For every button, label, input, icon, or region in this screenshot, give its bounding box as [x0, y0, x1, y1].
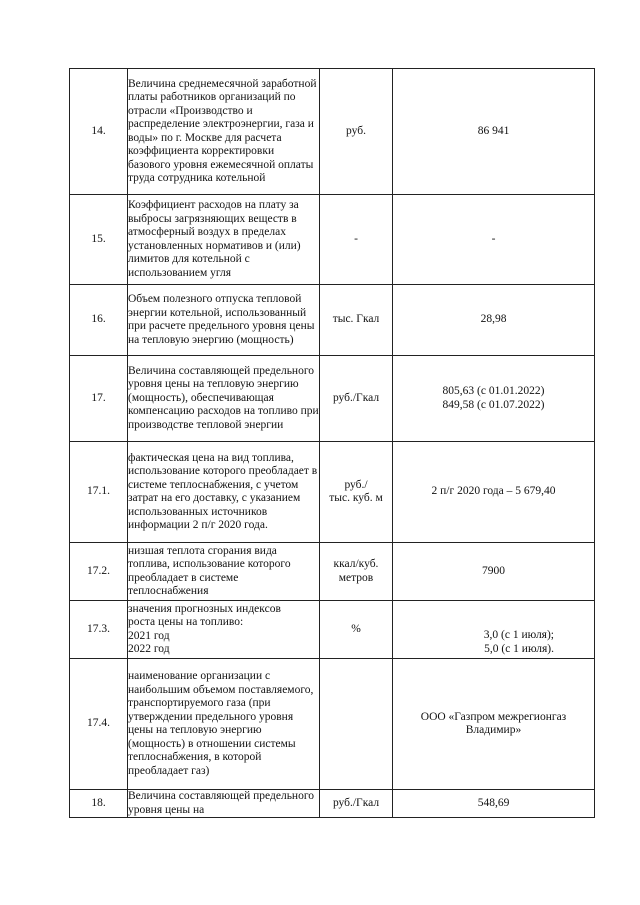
- unit-line: метров: [338, 571, 374, 584]
- row-value: [393, 601, 595, 659]
- row-unit: %: [320, 601, 393, 659]
- unit-line: ккал/куб.: [333, 558, 379, 570]
- row-unit: [320, 442, 393, 543]
- value-line: 3,0 (с 1 июля);: [483, 629, 554, 641]
- row-number: 14.: [70, 69, 128, 195]
- table-row: [70, 442, 595, 543]
- row-value: [393, 285, 595, 356]
- row-value: [393, 442, 595, 543]
- row-unit: [320, 659, 393, 790]
- row-description: Величина составляющей предельного уровня цены на тепловую энергию (мощность), обеспечивающая компенсацию расходов на топливо при производстве тепловой энергии: [128, 356, 320, 442]
- value-line: 28,98: [480, 313, 507, 326]
- desc-line: значения прогнозных индексов: [128, 602, 281, 615]
- row-unit: -: [320, 195, 393, 285]
- value-line: 86 941: [477, 124, 510, 137]
- unit-line: тыс. куб. м: [329, 492, 383, 504]
- table-row: [70, 356, 595, 442]
- row-value: [393, 356, 595, 442]
- desc-line: 2022 год: [128, 643, 170, 655]
- row-number: 16.: [70, 285, 128, 356]
- value-line: 7900: [482, 564, 505, 577]
- row-number: 17.4.: [70, 659, 128, 790]
- table-row: [70, 790, 595, 818]
- value-line: 548,69: [477, 796, 510, 809]
- row-description: Коэффициент расходов на плату за выбросы загрязняющих веществ в атмосферный воздух в пределах установленных нормативов и (или) лимитов для котельной с использованием угля: [128, 195, 320, 285]
- row-number: 15.: [70, 195, 128, 285]
- table-row: [70, 285, 595, 356]
- row-value: [393, 543, 595, 601]
- row-description: низшая теплота сгорания вида топлива, использование которого преобладает в системе теплоснабжения: [128, 543, 320, 601]
- row-number: 17.3.: [70, 601, 128, 659]
- row-description: [128, 601, 320, 659]
- row-number: 18.: [70, 790, 128, 818]
- table-row: [70, 601, 595, 659]
- row-value: [393, 659, 595, 790]
- row-description: фактическая цена на вид топлива, использование которого преобладает в системе теплоснабжения, с учетом затрат на его доставку, с указанием использованных источников информации 2 п/г 2020 года.: [128, 442, 320, 543]
- desc-line: 2021 год: [128, 629, 170, 642]
- value-line: Владимир»: [465, 724, 522, 736]
- value-line: 805,63 (с 01.01.2022): [442, 385, 545, 397]
- tariff-parameters-table: [69, 68, 595, 818]
- table-row: [70, 543, 595, 601]
- row-value: [393, 195, 595, 285]
- table-row: [70, 69, 595, 195]
- value-line: 849,58 (с 01.07.2022): [442, 398, 545, 411]
- row-number: 17.1.: [70, 442, 128, 543]
- row-value: [393, 790, 595, 818]
- row-number: 17.2.: [70, 543, 128, 601]
- row-unit: тыс. Гкал: [320, 285, 393, 356]
- row-unit: руб./Гкал: [320, 790, 393, 818]
- row-unit: [320, 543, 393, 601]
- desc-line: роста цены на топливо:: [128, 616, 244, 628]
- value-line: 5,0 (с 1 июля).: [484, 642, 554, 655]
- row-unit: руб.: [320, 69, 393, 195]
- row-description: Величина среднемесячной заработной платы работников организаций по отрасли «Производство и распределение электроэнергии, газа и воды» по г. Москве для расчета коэффициента корректировки базового уровня ежемесячной оплаты труда сотрудника котельной: [128, 69, 320, 195]
- value-line: ООО «Газпром межрегионгаз: [420, 710, 567, 723]
- row-description: Объем полезного отпуска тепловой энергии котельной, использованный при расчете предельного уровня цены на тепловую энергию (мощность): [128, 285, 320, 356]
- row-number: 17.: [70, 356, 128, 442]
- row-unit: руб./Гкал: [320, 356, 393, 442]
- unit-line: руб./: [344, 478, 368, 491]
- row-description: Величина составляющей предельного уровня цены на: [128, 790, 320, 818]
- row-description: наименование организации с наибольшим объемом поставляемого, транспортируемого газа (при утверждении предельного уровня цены на тепловую энергию (мощность) в отношении системы теплоснабжения, в которой преобладает газ): [128, 659, 320, 790]
- value-line: 2 п/г 2020 года – 5 679,40: [431, 485, 556, 498]
- table-row: [70, 659, 595, 790]
- row-value: [393, 69, 595, 195]
- value-line: -: [491, 232, 496, 245]
- table-row: [70, 195, 595, 285]
